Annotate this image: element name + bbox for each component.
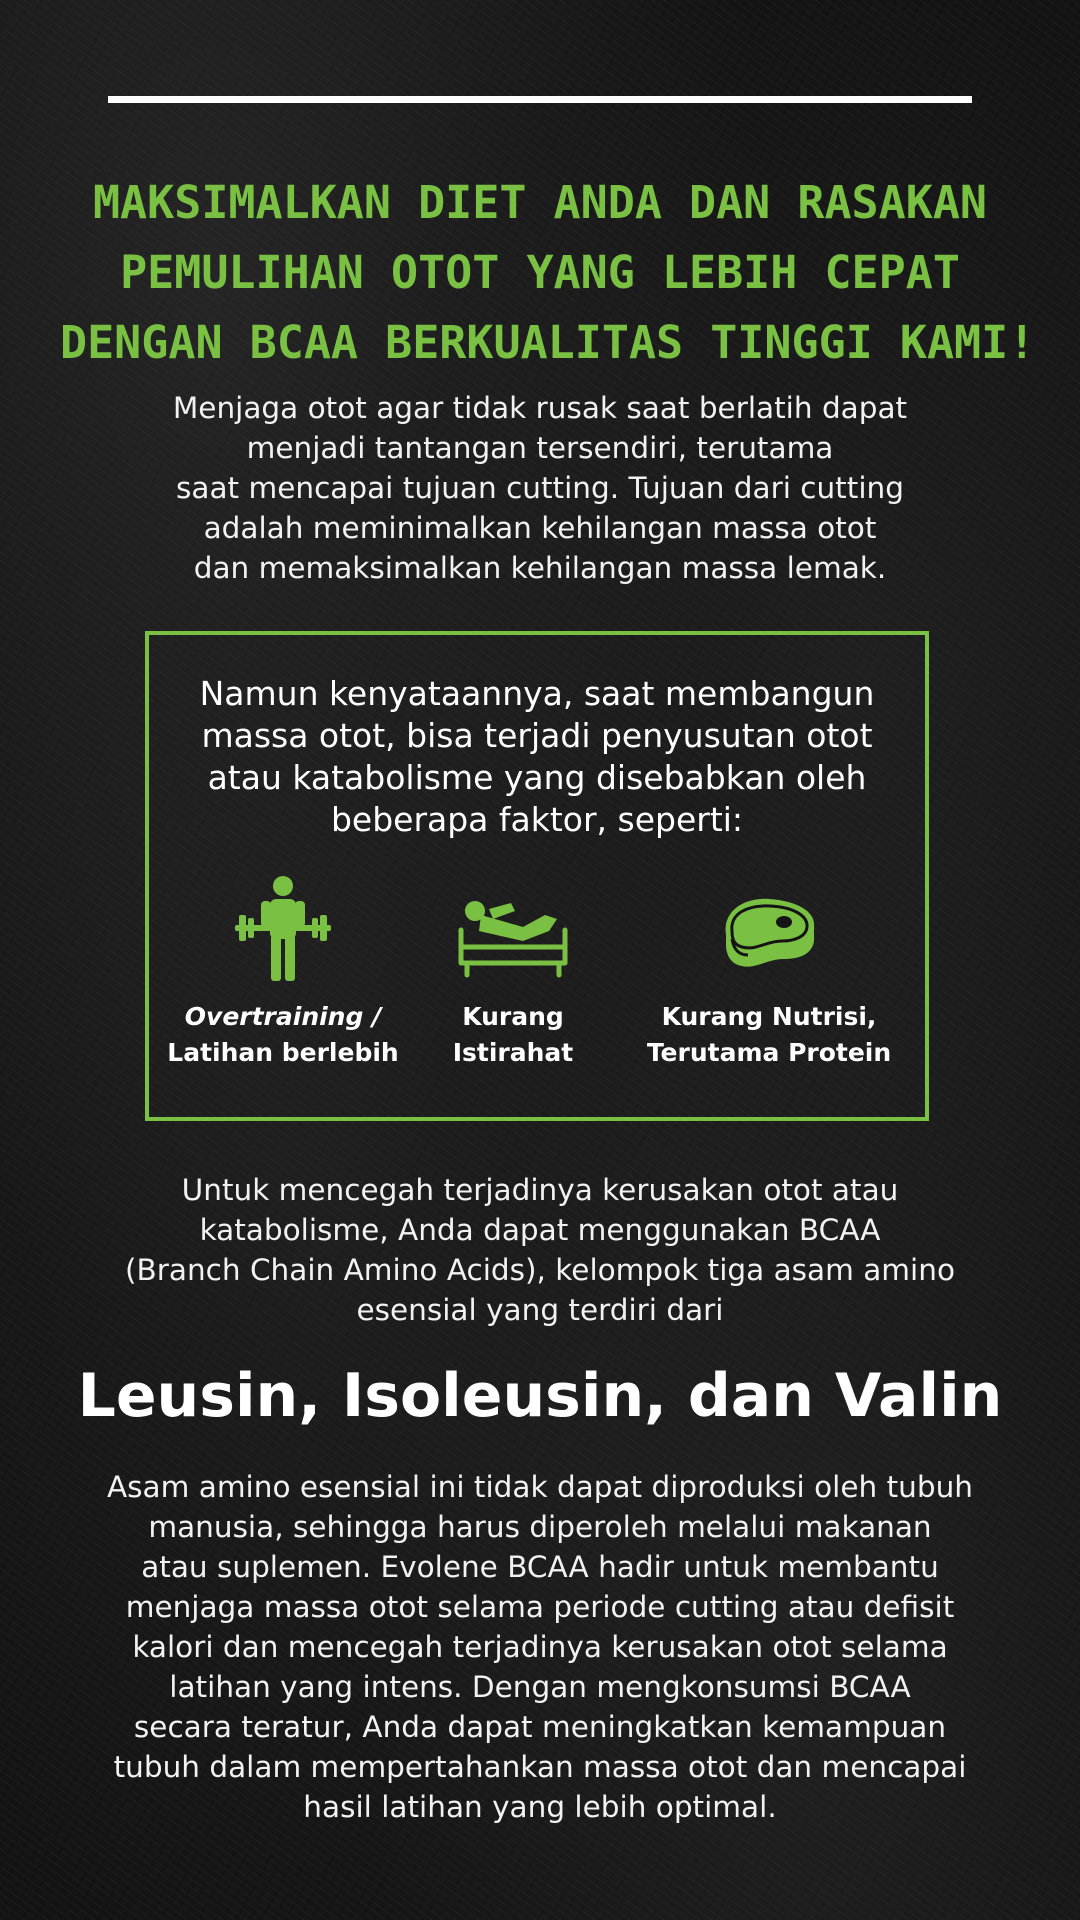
intro-line: saat mencapai tujuan cutting. Tujuan dari cutting bbox=[176, 471, 904, 505]
factor-label: Latihan berlebih bbox=[167, 1038, 399, 1067]
prevention-line: katabolisme, Anda dapat menggunakan BCAA bbox=[199, 1213, 881, 1247]
intro-paragraph bbox=[80, 388, 1000, 588]
intro-line: Menjaga otot agar tidak rusak saat berlatih dapat bbox=[172, 391, 908, 425]
headline-line: PEMULIHAN OTOT YANG LEBIH CEPAT bbox=[120, 246, 960, 299]
headline-line: DENGAN BCAA BERKUALITAS TINGGI KAMI! bbox=[60, 316, 1036, 369]
body-line: Asam amino esensial ini tidak dapat diproduksi oleh tubuh bbox=[107, 1470, 973, 1504]
factor-box-line: Namun kenyataannya, saat membangun bbox=[199, 674, 875, 713]
steak-icon bbox=[714, 875, 824, 985]
weightlifter-icon bbox=[233, 875, 333, 985]
factor-label: Kurang bbox=[462, 1002, 564, 1031]
body-line: tubuh dalam mempertahankan massa otot dan mencapai bbox=[113, 1750, 967, 1784]
top-divider bbox=[108, 96, 972, 103]
body-line: atau suplemen. Evolene BCAA hadir untuk membantu bbox=[141, 1550, 939, 1584]
body-line: kalori dan mencegah terjadinya kerusakan otot selama bbox=[132, 1630, 948, 1664]
factor-box-intro bbox=[149, 673, 925, 841]
factor-label: Terutama Protein bbox=[646, 1038, 892, 1067]
factor-box-line: massa otot, bisa terjadi penyusutan otot bbox=[201, 716, 873, 755]
headline-line: MAKSIMALKAN DIET ANDA DAN RASAKAN bbox=[92, 176, 988, 229]
intro-line: dan memaksimalkan kehilangan massa lemak. bbox=[193, 551, 887, 585]
body-line: manusia, sehingga harus diperoleh melalui makanan bbox=[148, 1510, 932, 1544]
factor-box-line: beberapa faktor, seperti: bbox=[330, 800, 744, 839]
body-line: menjaga massa otot selama periode cutting atau defisit bbox=[125, 1590, 955, 1624]
factor-label: Istirahat bbox=[452, 1038, 574, 1067]
factor-rest bbox=[397, 875, 629, 1071]
intro-line: menjadi tantangan tersendiri, terutama bbox=[246, 431, 834, 465]
body-line: hasil latihan yang lebih optimal. bbox=[303, 1790, 777, 1824]
body-paragraph bbox=[60, 1467, 1020, 1827]
prevention-line: esensial yang terdiri dari bbox=[356, 1293, 724, 1327]
amino-acids-heading: Leusin, Isoleusin, dan Valin bbox=[77, 1361, 1003, 1431]
body-line: latihan yang intens. Dengan mengkonsumsi BCAA bbox=[169, 1670, 911, 1704]
factor-nutrition bbox=[619, 875, 919, 1071]
body-line: secara teratur, Anda dapat meningkatkan kemampuan bbox=[133, 1710, 947, 1744]
headline bbox=[60, 168, 1036, 378]
factor-box-line: atau katabolisme yang disebabkan oleh bbox=[207, 758, 867, 797]
resting-person-icon bbox=[453, 875, 573, 985]
factor-label: Kurang Nutrisi, bbox=[661, 1002, 877, 1031]
prevention-line: (Branch Chain Amino Acids), kelompok tiga asam amino bbox=[125, 1253, 955, 1287]
prevention-paragraph bbox=[60, 1170, 1020, 1330]
factor-overtraining bbox=[149, 875, 417, 1071]
prevention-line: Untuk mencegah terjadinya kerusakan otot atau bbox=[181, 1173, 899, 1207]
factor-box bbox=[145, 631, 929, 1121]
factor-label-italic: Overtraining / bbox=[184, 1002, 382, 1031]
intro-line: adalah meminimalkan kehilangan massa otot bbox=[203, 511, 877, 545]
